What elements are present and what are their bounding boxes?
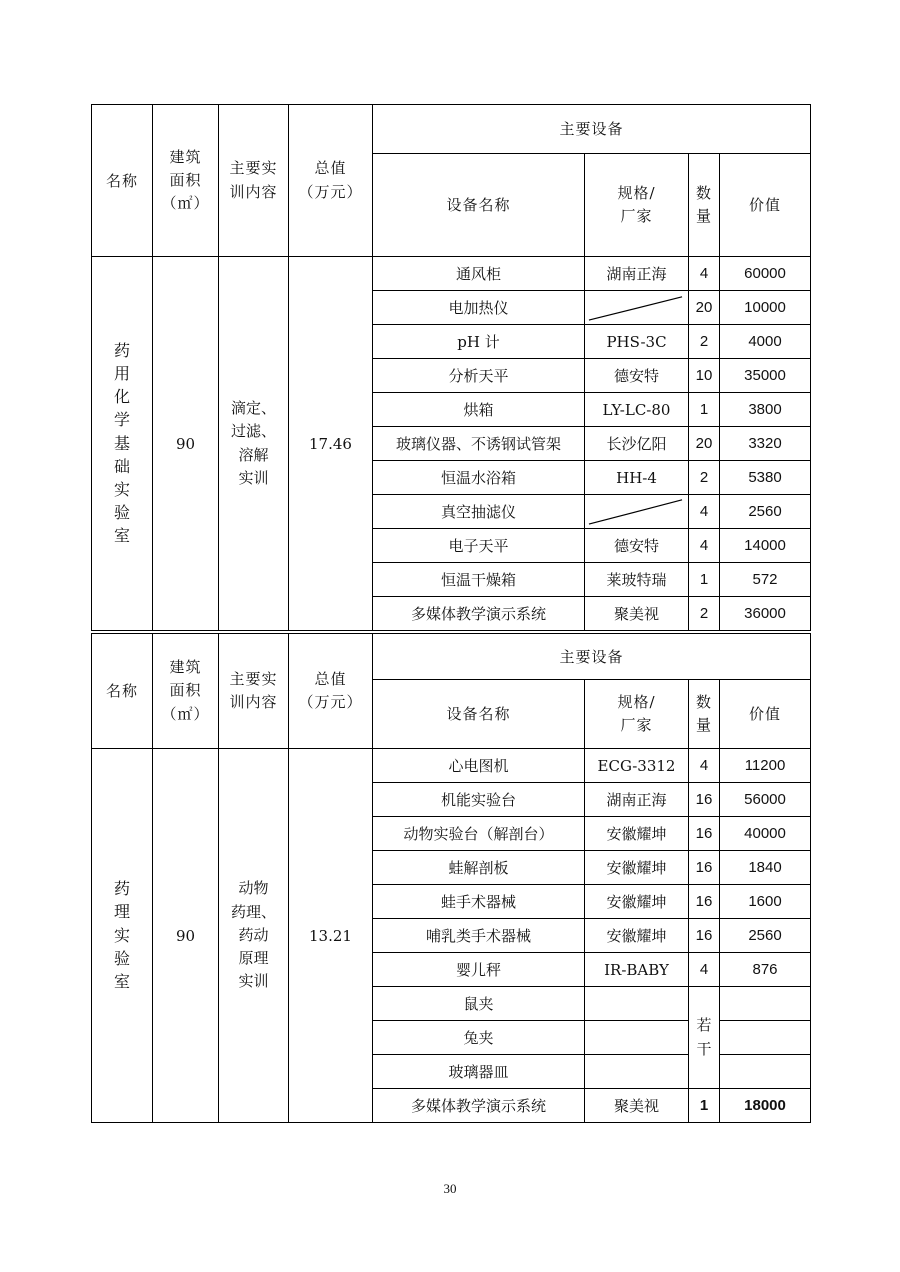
device-price: 572 <box>720 563 811 597</box>
device-spec: 湖南正海 <box>585 783 689 817</box>
device-spec: 安徽耀坤 <box>585 885 689 919</box>
device-price: 10000 <box>720 291 811 325</box>
header-content: 主要实 训内容 <box>219 105 289 257</box>
lab-total: 13.21 <box>289 749 373 1123</box>
device-spec: LY-LC-80 <box>585 393 689 427</box>
device-spec: 莱玻特瑞 <box>585 563 689 597</box>
device-price <box>720 987 811 1021</box>
device-price: 56000 <box>720 783 811 817</box>
device-qty: 16 <box>689 919 720 953</box>
device-qty: 20 <box>689 427 720 461</box>
device-price: 5380 <box>720 461 811 495</box>
header-total: 总值 （万元） <box>289 105 373 257</box>
device-qty: 4 <box>689 529 720 563</box>
lab-name: 药 理 实 验 室 <box>92 749 153 1123</box>
device-qty: 16 <box>689 885 720 919</box>
device-spec: 聚美视 <box>585 597 689 631</box>
header-spec: 规格/ 厂家 <box>585 154 689 257</box>
device-name: 兔夹 <box>373 1021 585 1055</box>
device-qty: 16 <box>689 851 720 885</box>
device-spec <box>585 987 689 1021</box>
device-spec: 德安特 <box>585 359 689 393</box>
device-price: 60000 <box>720 257 811 291</box>
device-qty: 4 <box>689 495 720 529</box>
page-number: 30 <box>443 1181 457 1196</box>
device-price: 4000 <box>720 325 811 359</box>
device-qty: 20 <box>689 291 720 325</box>
device-qty: 1 <box>689 393 720 427</box>
device-spec: 安徽耀坤 <box>585 919 689 953</box>
device-name: 动物实验台（解剖台） <box>373 817 585 851</box>
header-device-name: 设备名称 <box>373 154 585 257</box>
device-name: pH 计 <box>373 325 585 359</box>
header-equipment: 主要设备 <box>373 634 811 680</box>
device-qty: 2 <box>689 597 720 631</box>
lab-total: 17.46 <box>289 257 373 631</box>
device-price: 35000 <box>720 359 811 393</box>
device-price: 14000 <box>720 529 811 563</box>
device-qty: 16 <box>689 783 720 817</box>
table-row <box>92 257 811 291</box>
device-qty: 16 <box>689 817 720 851</box>
device-name: 鼠夹 <box>373 987 585 1021</box>
device-price: 3800 <box>720 393 811 427</box>
device-name: 心电图机 <box>373 749 585 783</box>
device-price: 3320 <box>720 427 811 461</box>
lab-content: 动物 药理、 药动 原理 实训 <box>219 749 289 1123</box>
header-content: 主要实 训内容 <box>219 634 289 749</box>
lab-area: 90 <box>153 257 219 631</box>
header-device-name: 设备名称 <box>373 680 585 749</box>
device-qty-merged: 若 干 <box>689 987 720 1089</box>
device-price <box>720 1021 811 1055</box>
diagonal-slash <box>585 291 688 324</box>
device-spec: HH-4 <box>585 461 689 495</box>
device-name: 烘箱 <box>373 393 585 427</box>
device-name: 哺乳类手术器械 <box>373 919 585 953</box>
device-name: 蛙解剖板 <box>373 851 585 885</box>
header-name: 名称 <box>92 105 153 257</box>
device-qty: 4 <box>689 953 720 987</box>
header-price: 价值 <box>720 680 811 749</box>
lab-content: 滴定、 过滤、 溶解 实训 <box>219 257 289 631</box>
device-spec: 湖南正海 <box>585 257 689 291</box>
header-total: 总值 （万元） <box>289 634 373 749</box>
device-name: 真空抽滤仪 <box>373 495 585 529</box>
device-name: 电子天平 <box>373 529 585 563</box>
header-qty: 数 量 <box>689 154 720 257</box>
device-name: 恒温干燥箱 <box>373 563 585 597</box>
header-area: 建筑 面积 （㎡） <box>153 105 219 257</box>
device-price: 1840 <box>720 851 811 885</box>
device-price: 2560 <box>720 495 811 529</box>
device-name: 机能实验台 <box>373 783 585 817</box>
lab-table-pharmacology <box>91 633 811 1123</box>
device-spec: PHS-3C <box>585 325 689 359</box>
device-qty: 2 <box>689 461 720 495</box>
device-spec: IR-BABY <box>585 953 689 987</box>
device-name: 通风柜 <box>373 257 585 291</box>
device-price: 1600 <box>720 885 811 919</box>
device-spec: ECG-3312 <box>585 749 689 783</box>
device-qty: 4 <box>689 257 720 291</box>
device-spec <box>585 1055 689 1089</box>
device-spec: 聚美视 <box>585 1089 689 1123</box>
device-price <box>720 1055 811 1089</box>
device-spec: 长沙亿阳 <box>585 427 689 461</box>
device-name: 多媒体教学演示系统 <box>373 1089 585 1123</box>
device-price: 18000 <box>720 1089 811 1123</box>
device-spec-empty <box>585 291 689 325</box>
device-name: 多媒体教学演示系统 <box>373 597 585 631</box>
device-price: 11200 <box>720 749 811 783</box>
device-name: 玻璃器皿 <box>373 1055 585 1089</box>
device-spec: 德安特 <box>585 529 689 563</box>
device-price: 2560 <box>720 919 811 953</box>
lab-area: 90 <box>153 749 219 1123</box>
device-name: 蛙手术器械 <box>373 885 585 919</box>
device-name: 电加热仪 <box>373 291 585 325</box>
device-price: 876 <box>720 953 811 987</box>
device-price: 36000 <box>720 597 811 631</box>
device-spec <box>585 1021 689 1055</box>
device-name: 恒温水浴箱 <box>373 461 585 495</box>
header-price: 价值 <box>720 154 811 257</box>
header-spec: 规格/ 厂家 <box>585 680 689 749</box>
device-price: 40000 <box>720 817 811 851</box>
diagonal-slash <box>585 495 688 528</box>
table-row <box>92 749 811 783</box>
device-spec: 安徽耀坤 <box>585 817 689 851</box>
device-qty: 2 <box>689 325 720 359</box>
device-spec-empty <box>585 495 689 529</box>
header-area: 建筑 面积 （㎡） <box>153 634 219 749</box>
device-qty: 1 <box>689 563 720 597</box>
header-name: 名称 <box>92 634 153 749</box>
device-name: 分析天平 <box>373 359 585 393</box>
device-qty: 4 <box>689 749 720 783</box>
device-name: 玻璃仪器、不诱钢试管架 <box>373 427 585 461</box>
device-qty: 10 <box>689 359 720 393</box>
header-equipment: 主要设备 <box>373 105 811 154</box>
lab-name: 药 用 化 学 基 础 实 验 室 <box>92 257 153 631</box>
lab-table-chemistry <box>91 104 811 631</box>
device-spec: 安徽耀坤 <box>585 851 689 885</box>
device-qty: 1 <box>689 1089 720 1123</box>
device-name: 婴儿秤 <box>373 953 585 987</box>
header-qty: 数 量 <box>689 680 720 749</box>
